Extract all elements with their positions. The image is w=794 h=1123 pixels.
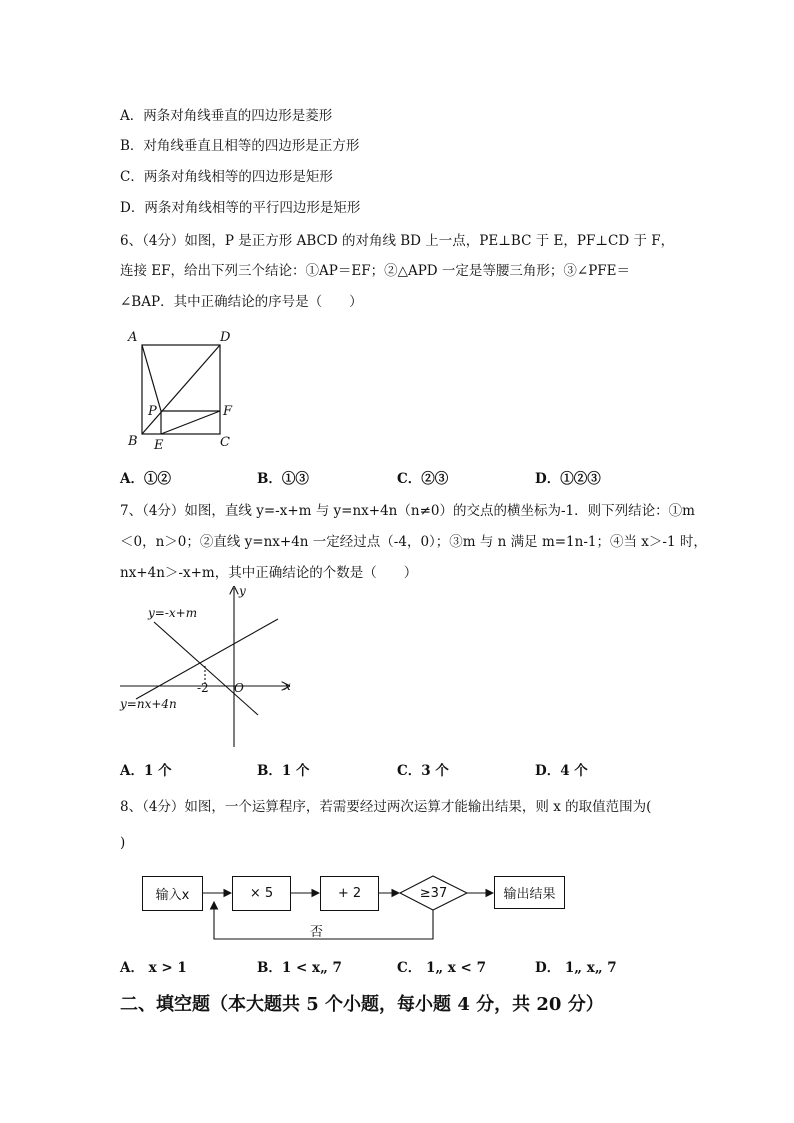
q8-option-a: A． x > 1 — [120, 960, 187, 976]
q8-option-b: B．1 < x„ 7 — [257, 960, 342, 976]
q5-option-a: A．两条对角线垂直的四边形是菱形 — [120, 108, 333, 124]
q6-stem-line-1: 6、（4分）如图，P 是正方形 ABCD 的对角线 BD 上一点，PE⊥BC 于 E，PF⊥CD 于 F， — [120, 233, 675, 249]
q7-option-d: D．4 个 — [535, 763, 588, 779]
section-2-title: 二、填空题（本大题共 5 个小题，每小题 4 分，共 20 分） — [120, 994, 604, 1015]
q7-graph-figure — [116, 582, 302, 752]
q8-option-c: C． 1„ x < 7 — [397, 960, 486, 976]
label-e: E — [154, 438, 164, 453]
flow-multiply-box: × 5 — [232, 876, 291, 911]
q8-option-d: D． 1„ x„ 7 — [535, 960, 617, 976]
q6-option-d: D．①②③ — [535, 471, 601, 487]
q8-stem-line-2: ) — [120, 835, 126, 851]
label-d: D — [220, 330, 231, 345]
flow-input-box: 输入x — [142, 876, 203, 911]
q7-option-c: C．3 个 — [397, 763, 449, 779]
label-line-2: y=nx+4n — [120, 697, 177, 711]
q5-option-b: B．对角线垂直且相等的四边形是正方形 — [120, 138, 360, 154]
flow-add-box: + 2 — [320, 876, 379, 911]
segment-ap — [142, 345, 161, 411]
label-origin: O — [234, 681, 244, 695]
label-p: P — [148, 404, 157, 419]
label-x-axis: x — [284, 679, 291, 693]
label-b: B — [128, 434, 138, 449]
label-y-axis: y — [239, 584, 246, 598]
label-f: F — [223, 404, 233, 419]
q7-stem-line-1: 7、（4分）如图，直线 y=-x+m 与 y=nx+4n（n≠0）的交点的横坐标为-1．则下列结论：①m — [120, 503, 695, 519]
q6-option-a: A．①② — [120, 471, 171, 487]
q6-option-b: B．①③ — [257, 471, 309, 487]
q7-option-a: A．1 个 — [120, 763, 172, 779]
label-line-1: y=-x+m — [148, 606, 198, 620]
q7-stem-line-2: ＜0，n＞0；②直线 y=nx+4n 一定经过点（-4，0）；③m 与 n 满足 m=1n-1；④当 x＞-1 时， — [120, 534, 707, 550]
q6-square-figure — [120, 325, 250, 455]
flow-output-box: 输出结果 — [494, 876, 565, 909]
q7-option-b: B．1 个 — [257, 763, 310, 779]
diagonal-bd — [142, 345, 220, 434]
flow-condition-label: ≥37 — [419, 885, 448, 901]
q6-stem-line-3: ∠BAP．其中正确结论的序号是（ ） — [120, 294, 363, 310]
q6-stem-line-2: 连接 EF，给出下列三个结论：①AP＝EF；②△APD 一定是等腰三角形；③∠PFE＝ — [120, 263, 631, 279]
flow-no-label: 否 — [310, 925, 324, 940]
q8-stem-line-1: 8、（4分）如图，一个运算程序，若需要经过两次运算才能输出结果，则 x 的取值范围为( — [120, 799, 652, 815]
label-tick-neg2: -2 — [197, 681, 209, 695]
label-a: A — [128, 330, 138, 345]
segment-ef — [161, 411, 220, 434]
label-c: C — [220, 435, 230, 450]
q6-option-c: C．②③ — [397, 471, 449, 487]
q5-option-c: C．两条对角线相等的四边形是矩形 — [120, 169, 333, 185]
q5-option-d: D．两条对角线相等的平行四边形是矩形 — [120, 200, 361, 216]
q7-stem-line-3: nx+4n＞-x+m，其中正确结论的个数是（ ） — [120, 565, 418, 581]
